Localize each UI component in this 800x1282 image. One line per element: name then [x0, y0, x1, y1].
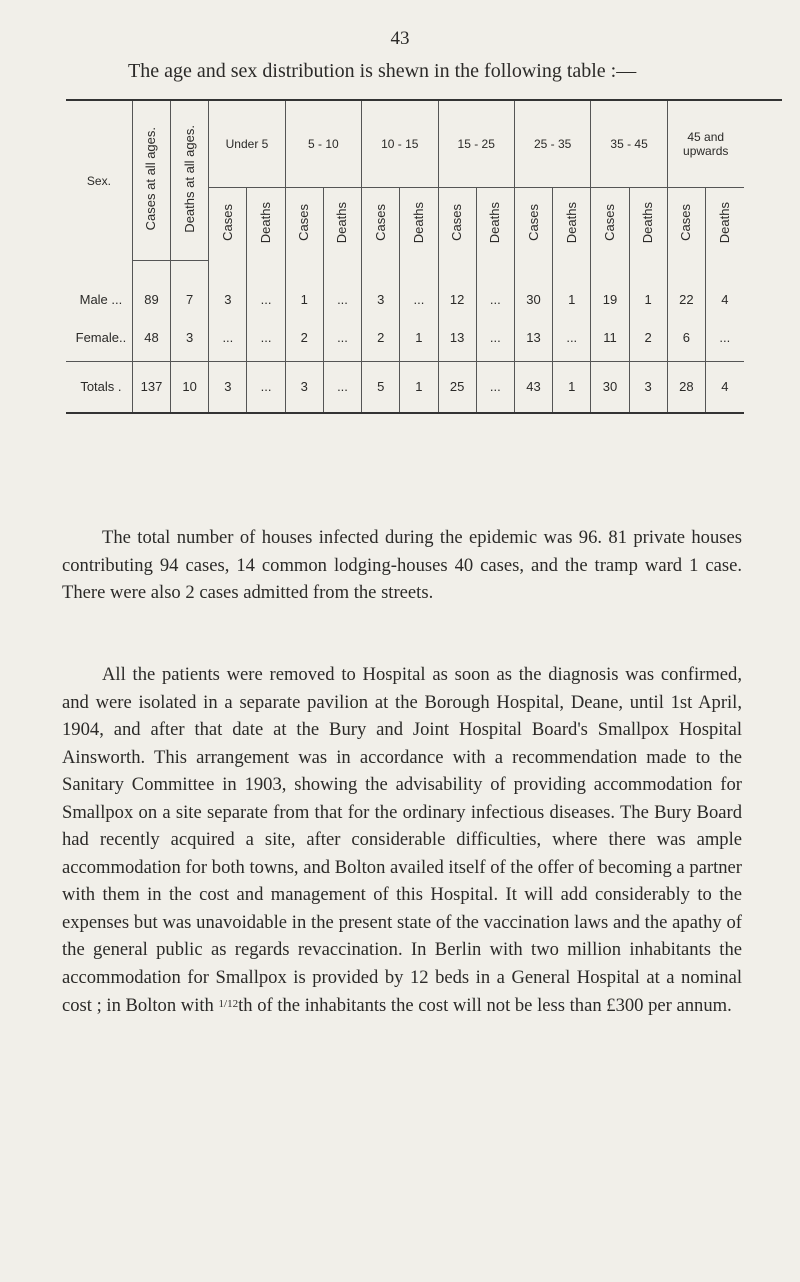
table-cell: 10: [171, 361, 209, 413]
table-cell: 1: [553, 260, 591, 319]
table-cell: 4: [705, 361, 743, 413]
table-cell: 5: [362, 361, 400, 413]
cases-subheader: Cases: [209, 188, 247, 261]
table-cell: ...: [323, 260, 361, 319]
table-intro: The age and sex distribution is shewn in the following table :—: [128, 60, 637, 82]
table-cell: 1: [629, 260, 667, 319]
table-row: [66, 260, 782, 319]
table-cell: ...: [705, 319, 743, 357]
cases-all-ages-header: Cases at all ages.: [132, 100, 170, 260]
paragraph-houses-infected: The total number of houses infected during the epidemic was 96. 81 private houses contributing 94 cases, 14 common lodging-houses 40 cases, and the tramp ward 1 case. There were also 2 cases admitted from the streets.: [62, 527, 742, 603]
sex-header: Sex.: [86, 173, 111, 188]
table-cell: ...: [476, 319, 514, 357]
table-cell: 6: [667, 319, 705, 357]
cases-subheader: Cases: [285, 188, 323, 261]
table-cell: 22: [667, 260, 705, 319]
table-cell: ...: [323, 319, 361, 357]
deaths-subheader: Deaths: [476, 188, 514, 261]
table-cell: ...: [476, 361, 514, 413]
table-cell: 3: [629, 361, 667, 413]
table-cell: 43: [514, 361, 552, 413]
deaths-subheader: Deaths: [705, 188, 743, 261]
table-cell: 13: [438, 319, 476, 357]
group-header: 10 - 15: [362, 100, 438, 188]
deaths-subheader: Deaths: [400, 188, 438, 261]
age-sex-distribution-table: [66, 99, 782, 414]
paragraph-hospital-arrangements: All the patients were removed to Hospital as soon as the diagnosis was confirmed, and were isolated in a separate pavilion at the Borough Hospital, Deane, until 1st April, 1904, and after that date at the Bury and Joint Hospital Board's Smallpox Hospital Ainsworth. This arrangement was in accordance with a recommendation made to the Sanitary Committee in 1903, showing the advisability of providing accommodation for Smallpox on a site separate from that for the ordinary infectious diseases. The Bury Board had recently acquired a site, after considerable difficulties, where there was ample accommodation for both towns, and Bolton availed itself of the offer of becoming a partner with them in the cost and management of this Hospital. It will add considerably to the expenses but was unavoidable in the present state of the vaccination laws and the apathy of the general public as regards revaccination. In Berlin with two million inhabitants the accommodation for Smallpox is provided by 12 beds in a General Hospital at a nominal cost ; in Bolton with $^{1/12}$th of the inhabitants the cost will not be less than £300 per annum.: [62, 664, 742, 1016]
table-cell: ...: [247, 319, 285, 357]
table-cell: 28: [667, 361, 705, 413]
table-cell: 3: [209, 260, 247, 319]
table-cell: 2: [629, 319, 667, 357]
table-cell: 3: [285, 361, 323, 413]
cases-subheader: Cases: [591, 188, 629, 261]
cases-subheader: Cases: [514, 188, 552, 261]
distribution-table-wrap: [66, 99, 782, 414]
table-cell: 13: [514, 319, 552, 357]
deaths-subheader: Deaths: [247, 188, 285, 261]
table-row: [66, 361, 782, 413]
page-number: 43: [390, 28, 410, 49]
table-cell: 2: [285, 319, 323, 357]
group-header: 25 - 35: [514, 100, 590, 188]
group-header: Under 5: [209, 100, 285, 188]
table-cell: 2: [362, 319, 400, 357]
table-cell: 48: [132, 319, 170, 357]
table-cell: 30: [514, 260, 552, 319]
table-cell: 1: [400, 361, 438, 413]
table-cell: 19: [591, 260, 629, 319]
table-cell: 3: [209, 361, 247, 413]
table-cell: ...: [247, 260, 285, 319]
cases-subheader: Cases: [362, 188, 400, 261]
table-cell: ...: [209, 319, 247, 357]
cases-subheader: Cases: [438, 188, 476, 261]
fraction: 1/12: [218, 998, 239, 1010]
group-header: 15 - 25: [438, 100, 514, 188]
table-cell: 25: [438, 361, 476, 413]
table-cell: 12: [438, 260, 476, 319]
deaths-all-ages-header: Deaths at all ages.: [171, 100, 209, 260]
group-header: 35 - 45: [591, 100, 667, 188]
table-cell: 30: [591, 361, 629, 413]
table-cell: ...: [247, 361, 285, 413]
table-cell: 11: [591, 319, 629, 357]
table-cell: ...: [553, 319, 591, 357]
table-cell: 1: [285, 260, 323, 319]
table-cell: ...: [476, 260, 514, 319]
row-label: Totals .: [66, 361, 132, 413]
table-cell: 137: [132, 361, 170, 413]
table-cell: 3: [362, 260, 400, 319]
group-header: 45 and upwards: [667, 100, 743, 188]
table-cell: 1: [400, 319, 438, 357]
table-cell: ...: [323, 361, 361, 413]
table-cell: 4: [705, 260, 743, 319]
row-label: Female..: [75, 330, 127, 345]
cases-subheader: Cases: [667, 188, 705, 261]
deaths-subheader: Deaths: [629, 188, 667, 261]
deaths-subheader: Deaths: [553, 188, 591, 261]
row-label: Male ...: [79, 291, 123, 307]
table-cell: 1: [553, 361, 591, 413]
table-cell: 3: [171, 319, 209, 357]
deaths-subheader: Deaths: [323, 188, 361, 261]
table-cell: 89: [132, 260, 170, 319]
table-row: [66, 319, 782, 357]
group-header: 5 - 10: [285, 100, 361, 188]
table-cell: ...: [400, 260, 438, 319]
table-cell: 7: [171, 260, 209, 319]
